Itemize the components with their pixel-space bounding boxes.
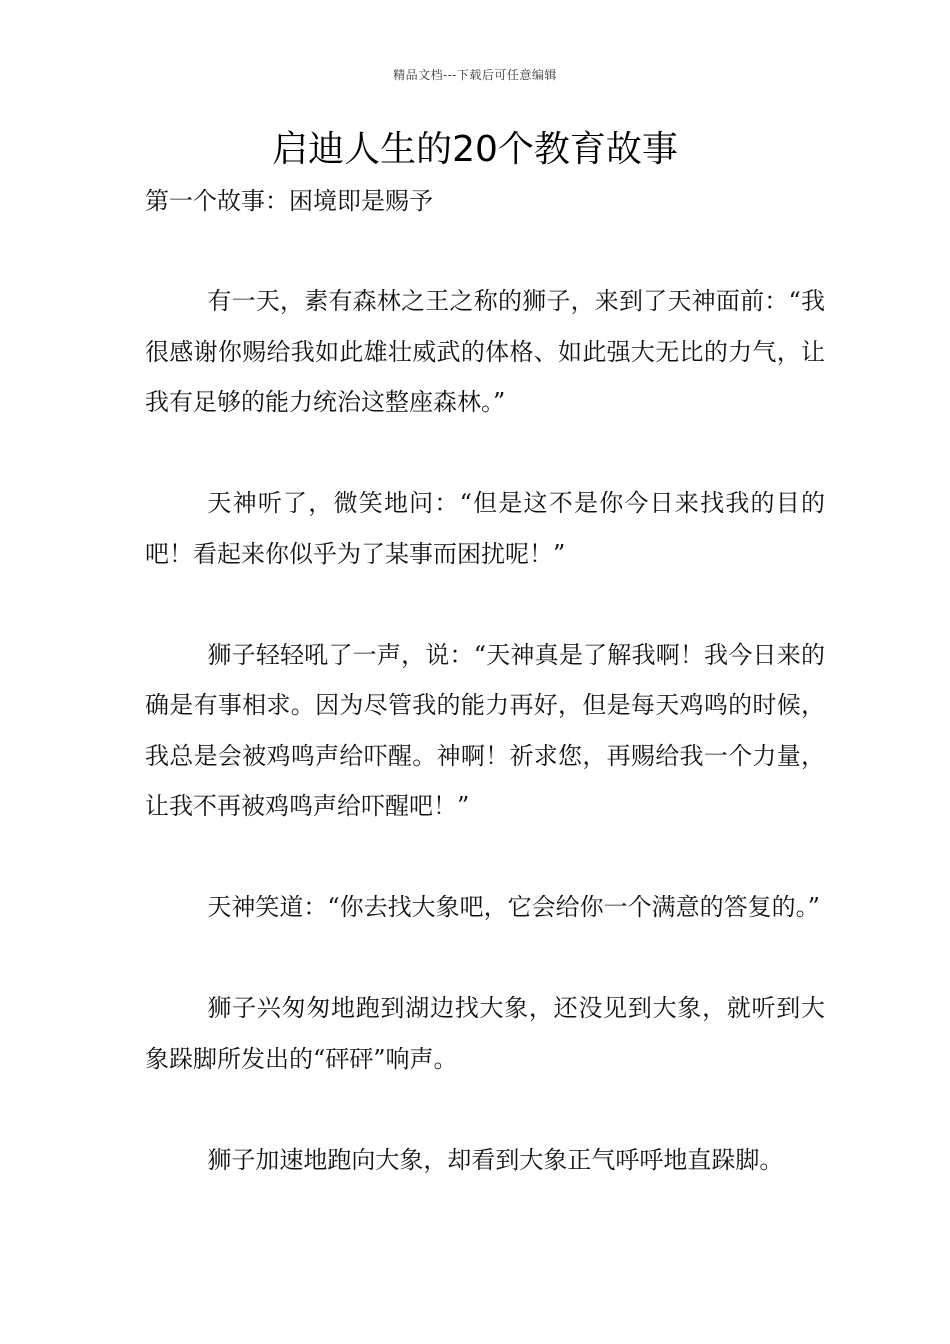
paragraph: 有一天，素有森林之王之称的狮子，来到了天神面前：“我很感谢你赐给我如此雄壮威武的体格、如此强大无比的力气，让我有足够的能力统治这整座森林。”: [145, 287, 825, 416]
document-title: 启迪人生的20个教育故事: [272, 129, 678, 170]
paragraph: 狮子加速地跑向大象，却看到大象正气呼呼地直跺脚。: [207, 1145, 784, 1174]
story-heading: 第一个故事：困境即是赐予: [145, 187, 433, 215]
story-body: [145, 276, 825, 1236]
paragraph: 天神笑道：“你去找大象吧，它会给你一个满意的答复的。”: [207, 893, 820, 921]
paragraph: 狮子轻轻吼了一声，说：“天神真是了解我啊！我今日来的确是有事相求。因为尽管我的能力再好，但是每天鸡鸣的时候，我总是会被鸡鸣声给吓醒。神啊！祈求您，再赐给我一个力量，让我不再被鸡鸣声给吓醒吧！”: [145, 640, 825, 820]
paragraph: 狮子兴匆匆地跑到湖边找大象，还没见到大象，就听到大象跺脚所发出的“砰砰”响声。: [145, 994, 825, 1073]
header-note: 精品文档---下载后可任意编辑: [393, 68, 557, 82]
paragraph: 天神听了，微笑地问：“但是这不是你今日来找我的目的吧！看起来你似乎为了某事而困扰呢！”: [145, 489, 825, 568]
